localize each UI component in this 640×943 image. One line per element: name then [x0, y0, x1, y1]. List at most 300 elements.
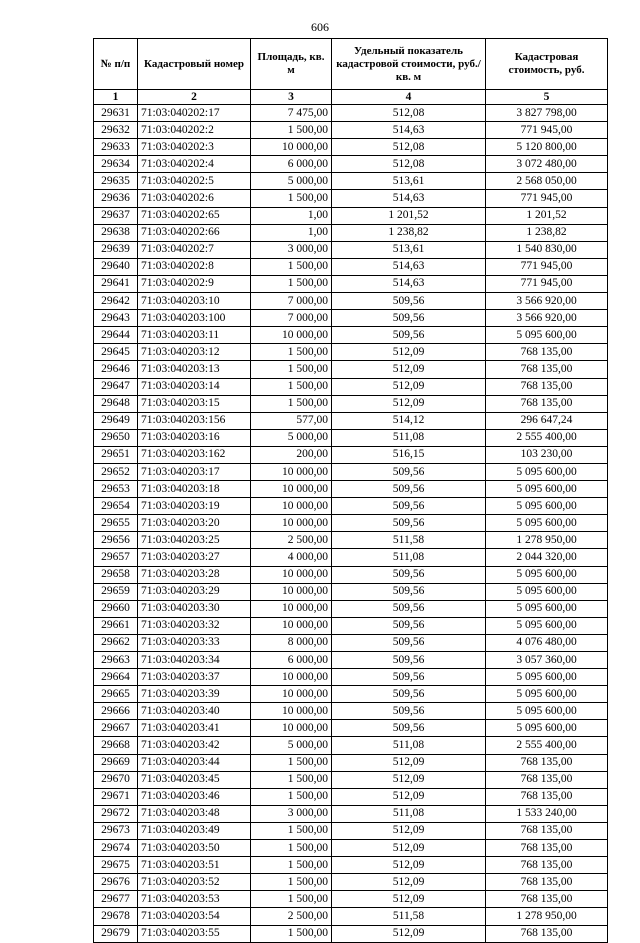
area-cell: 2 500,00	[251, 532, 332, 549]
table-row	[94, 241, 608, 258]
cadastral-value-cell: 4 076 480,00	[486, 634, 608, 651]
specific-value-cell: 509,56	[332, 600, 486, 617]
cadastral-value-cell: 768 135,00	[486, 874, 608, 891]
area-cell: 10 000,00	[251, 720, 332, 737]
area-cell: 1 500,00	[251, 891, 332, 908]
specific-value-cell: 514,12	[332, 412, 486, 429]
table-row	[94, 600, 608, 617]
specific-value-cell: 509,56	[332, 498, 486, 515]
cadastral-value-cell: 771 945,00	[486, 122, 608, 139]
cadastral-value-cell: 768 135,00	[486, 754, 608, 771]
cadastral-value-cell: 768 135,00	[486, 361, 608, 378]
cadastral-number-cell: 71:03:040203:40	[138, 703, 251, 720]
cadastral-number-cell: 71:03:040203:52	[138, 874, 251, 891]
table-row	[94, 395, 608, 412]
cadastral-value-cell: 5 095 600,00	[486, 686, 608, 703]
cadastral-value-cell: 2 044 320,00	[486, 549, 608, 566]
row-number-cell: 29638	[94, 224, 138, 241]
table-row	[94, 925, 608, 942]
cadastral-number-cell: 71:03:040202:5	[138, 173, 251, 190]
cadastral-number-cell: 71:03:040203:32	[138, 617, 251, 634]
area-cell: 8 000,00	[251, 634, 332, 651]
table-row	[94, 583, 608, 600]
cadastral-number-cell: 71:03:040203:34	[138, 652, 251, 669]
table-row	[94, 293, 608, 310]
row-number-cell: 29676	[94, 874, 138, 891]
table-row	[94, 378, 608, 395]
specific-value-cell: 512,09	[332, 857, 486, 874]
table-row	[94, 207, 608, 224]
specific-value-cell: 509,56	[332, 634, 486, 651]
specific-value-cell: 511,58	[332, 908, 486, 925]
cadastral-value-cell: 771 945,00	[486, 258, 608, 275]
table-row	[94, 105, 608, 122]
table-row	[94, 891, 608, 908]
column-number: 4	[332, 90, 486, 105]
cadastral-value-cell: 768 135,00	[486, 840, 608, 857]
row-number-cell: 29671	[94, 788, 138, 805]
table-body	[94, 105, 608, 943]
cadastral-number-cell: 71:03:040203:37	[138, 669, 251, 686]
cadastral-number-cell: 71:03:040203:50	[138, 840, 251, 857]
table-row	[94, 908, 608, 925]
row-number-cell: 29679	[94, 925, 138, 942]
specific-value-cell: 512,09	[332, 840, 486, 857]
cadastral-value-cell: 5 095 600,00	[486, 481, 608, 498]
specific-value-cell: 509,56	[332, 310, 486, 327]
row-number-cell: 29675	[94, 857, 138, 874]
table-row	[94, 617, 608, 634]
cadastral-value-cell: 5 095 600,00	[486, 498, 608, 515]
row-number-cell: 29643	[94, 310, 138, 327]
specific-value-cell: 509,56	[332, 703, 486, 720]
table-row	[94, 566, 608, 583]
specific-value-cell: 509,56	[332, 583, 486, 600]
specific-value-cell: 512,09	[332, 874, 486, 891]
header-cadastral-number: Кадастровый номер	[138, 39, 251, 90]
area-cell: 1 500,00	[251, 840, 332, 857]
cadastral-number-cell: 71:03:040203:11	[138, 327, 251, 344]
cadastral-value-cell: 1 238,82	[486, 224, 608, 241]
cadastral-number-cell: 71:03:040203:39	[138, 686, 251, 703]
cadastral-number-cell: 71:03:040202:8	[138, 258, 251, 275]
area-cell: 10 000,00	[251, 566, 332, 583]
table-row	[94, 429, 608, 446]
area-cell: 1 500,00	[251, 122, 332, 139]
row-number-cell: 29652	[94, 463, 138, 480]
cadastral-number-cell: 71:03:040203:19	[138, 498, 251, 515]
specific-value-cell: 514,63	[332, 122, 486, 139]
cadastral-number-cell: 71:03:040203:53	[138, 891, 251, 908]
area-cell: 1 500,00	[251, 874, 332, 891]
area-cell: 10 000,00	[251, 600, 332, 617]
cadastral-number-cell: 71:03:040203:48	[138, 805, 251, 822]
cadastral-number-cell: 71:03:040203:25	[138, 532, 251, 549]
area-cell: 10 000,00	[251, 327, 332, 344]
row-number-cell: 29656	[94, 532, 138, 549]
column-number: 3	[251, 90, 332, 105]
header-cadastral-value: Кадастровая стоимость, руб.	[486, 39, 608, 90]
cadastral-value-cell: 3 072 480,00	[486, 156, 608, 173]
area-cell: 10 000,00	[251, 481, 332, 498]
specific-value-cell: 513,61	[332, 241, 486, 258]
specific-value-cell: 513,61	[332, 173, 486, 190]
cadastral-number-cell: 71:03:040203:17	[138, 463, 251, 480]
row-number-cell: 29668	[94, 737, 138, 754]
specific-value-cell: 509,56	[332, 293, 486, 310]
cadastral-number-cell: 71:03:040203:20	[138, 515, 251, 532]
cadastral-value-cell: 5 095 600,00	[486, 617, 608, 634]
area-cell: 1 500,00	[251, 822, 332, 839]
row-number-cell: 29674	[94, 840, 138, 857]
cadastral-number-cell: 71:03:040202:65	[138, 207, 251, 224]
specific-value-cell: 511,08	[332, 805, 486, 822]
specific-value-cell: 512,09	[332, 891, 486, 908]
cadastral-value-cell: 5 095 600,00	[486, 583, 608, 600]
area-cell: 7 475,00	[251, 105, 332, 122]
row-number-cell: 29677	[94, 891, 138, 908]
specific-value-cell: 512,08	[332, 156, 486, 173]
table-row	[94, 669, 608, 686]
table-row	[94, 446, 608, 463]
area-cell: 1 500,00	[251, 344, 332, 361]
cadastral-number-cell: 71:03:040202:4	[138, 156, 251, 173]
cadastral-value-cell: 5 095 600,00	[486, 566, 608, 583]
cadastral-value-cell: 1 533 240,00	[486, 805, 608, 822]
area-cell: 200,00	[251, 446, 332, 463]
area-cell: 10 000,00	[251, 583, 332, 600]
row-number-cell: 29634	[94, 156, 138, 173]
area-cell: 1 500,00	[251, 275, 332, 292]
cadastral-value-cell: 2 568 050,00	[486, 173, 608, 190]
cadastral-value-cell: 103 230,00	[486, 446, 608, 463]
area-cell: 4 000,00	[251, 549, 332, 566]
area-cell: 10 000,00	[251, 515, 332, 532]
table-row	[94, 498, 608, 515]
area-cell: 6 000,00	[251, 652, 332, 669]
row-number-cell: 29650	[94, 429, 138, 446]
area-cell: 7 000,00	[251, 293, 332, 310]
row-number-cell: 29651	[94, 446, 138, 463]
row-number-cell: 29637	[94, 207, 138, 224]
area-cell: 1 500,00	[251, 395, 332, 412]
specific-value-cell: 511,08	[332, 737, 486, 754]
cadastral-number-cell: 71:03:040203:55	[138, 925, 251, 942]
row-number-cell: 29644	[94, 327, 138, 344]
row-number-cell: 29647	[94, 378, 138, 395]
area-cell: 5 000,00	[251, 429, 332, 446]
area-cell: 10 000,00	[251, 686, 332, 703]
area-cell: 1 500,00	[251, 788, 332, 805]
cadastral-number-cell: 71:03:040203:30	[138, 600, 251, 617]
specific-value-cell: 512,09	[332, 771, 486, 788]
specific-value-cell: 509,56	[332, 669, 486, 686]
row-number-cell: 29666	[94, 703, 138, 720]
table-row	[94, 788, 608, 805]
row-number-cell: 29645	[94, 344, 138, 361]
row-number-cell: 29664	[94, 669, 138, 686]
cadastral-value-cell: 768 135,00	[486, 771, 608, 788]
row-number-cell: 29673	[94, 822, 138, 839]
cadastral-number-cell: 71:03:040203:16	[138, 429, 251, 446]
table-row	[94, 805, 608, 822]
specific-value-cell: 514,63	[332, 190, 486, 207]
row-number-cell: 29661	[94, 617, 138, 634]
row-number-cell: 29648	[94, 395, 138, 412]
cadastral-number-cell: 71:03:040202:3	[138, 139, 251, 156]
row-number-cell: 29649	[94, 412, 138, 429]
cadastral-number-cell: 71:03:040203:28	[138, 566, 251, 583]
cadastral-value-cell: 1 278 950,00	[486, 908, 608, 925]
row-number-cell: 29663	[94, 652, 138, 669]
cadastral-number-cell: 71:03:040203:18	[138, 481, 251, 498]
cadastral-number-cell: 71:03:040202:66	[138, 224, 251, 241]
row-number-cell: 29633	[94, 139, 138, 156]
cadastral-number-cell: 71:03:040203:29	[138, 583, 251, 600]
area-cell: 1 500,00	[251, 857, 332, 874]
cadastral-number-cell: 71:03:040203:13	[138, 361, 251, 378]
column-number-row	[94, 90, 608, 105]
cadastral-value-cell: 5 095 600,00	[486, 703, 608, 720]
cadastral-number-cell: 71:03:040203:12	[138, 344, 251, 361]
cadastral-value-cell: 768 135,00	[486, 925, 608, 942]
specific-value-cell: 514,63	[332, 258, 486, 275]
table-row	[94, 310, 608, 327]
header-area: Площадь, кв. м	[251, 39, 332, 90]
table-row	[94, 327, 608, 344]
specific-value-cell: 511,08	[332, 549, 486, 566]
table-row	[94, 275, 608, 292]
cadastral-value-cell: 768 135,00	[486, 891, 608, 908]
cadastral-number-cell: 71:03:040202:17	[138, 105, 251, 122]
row-number-cell: 29654	[94, 498, 138, 515]
table-row	[94, 173, 608, 190]
specific-value-cell: 514,63	[332, 275, 486, 292]
specific-value-cell: 512,09	[332, 344, 486, 361]
cadastral-value-cell: 768 135,00	[486, 822, 608, 839]
row-number-cell: 29670	[94, 771, 138, 788]
cadastral-number-cell: 71:03:040202:9	[138, 275, 251, 292]
cadastral-value-cell: 768 135,00	[486, 788, 608, 805]
area-cell: 10 000,00	[251, 703, 332, 720]
specific-value-cell: 512,09	[332, 822, 486, 839]
table-row	[94, 190, 608, 207]
cadastral-number-cell: 71:03:040203:42	[138, 737, 251, 754]
cadastral-value-cell: 2 555 400,00	[486, 429, 608, 446]
table-row	[94, 156, 608, 173]
area-cell: 1 500,00	[251, 925, 332, 942]
column-number: 1	[94, 90, 138, 105]
cadastral-value-cell: 5 095 600,00	[486, 600, 608, 617]
area-cell: 6 000,00	[251, 156, 332, 173]
cadastral-value-cell: 1 540 830,00	[486, 241, 608, 258]
specific-value-cell: 509,56	[332, 515, 486, 532]
header-row-number: № п/п	[94, 39, 138, 90]
table-row	[94, 703, 608, 720]
specific-value-cell: 1 201,52	[332, 207, 486, 224]
row-number-cell: 29655	[94, 515, 138, 532]
cadastral-value-cell: 2 555 400,00	[486, 737, 608, 754]
row-number-cell: 29657	[94, 549, 138, 566]
cadastral-number-cell: 71:03:040203:15	[138, 395, 251, 412]
row-number-cell: 29672	[94, 805, 138, 822]
table-row	[94, 532, 608, 549]
cadastral-number-cell: 71:03:040202:2	[138, 122, 251, 139]
specific-value-cell: 512,09	[332, 754, 486, 771]
area-cell: 10 000,00	[251, 498, 332, 515]
row-number-cell: 29641	[94, 275, 138, 292]
cadastral-value-cell: 771 945,00	[486, 275, 608, 292]
cadastral-value-cell: 296 647,24	[486, 412, 608, 429]
area-cell: 1 500,00	[251, 258, 332, 275]
cadastral-value-cell: 3 566 920,00	[486, 293, 608, 310]
cadastral-value-cell: 5 095 600,00	[486, 515, 608, 532]
cadastral-number-cell: 71:03:040203:27	[138, 549, 251, 566]
table-row	[94, 258, 608, 275]
specific-value-cell: 512,09	[332, 925, 486, 942]
row-number-cell: 29660	[94, 600, 138, 617]
cadastral-number-cell: 71:03:040203:14	[138, 378, 251, 395]
cadastral-number-cell: 71:03:040203:10	[138, 293, 251, 310]
cadastral-number-cell: 71:03:040203:54	[138, 908, 251, 925]
cadastral-number-cell: 71:03:040202:7	[138, 241, 251, 258]
table-row	[94, 515, 608, 532]
area-cell: 1 500,00	[251, 361, 332, 378]
cadastral-value-cell: 5 095 600,00	[486, 463, 608, 480]
table-row	[94, 361, 608, 378]
cadastral-number-cell: 71:03:040203:33	[138, 634, 251, 651]
cadastral-number-cell: 71:03:040203:44	[138, 754, 251, 771]
row-number-cell: 29653	[94, 481, 138, 498]
area-cell: 1,00	[251, 224, 332, 241]
specific-value-cell: 512,09	[332, 378, 486, 395]
specific-value-cell: 509,56	[332, 720, 486, 737]
area-cell: 10 000,00	[251, 669, 332, 686]
specific-value-cell: 512,09	[332, 788, 486, 805]
cadastral-value-cell: 5 095 600,00	[486, 669, 608, 686]
table-row	[94, 737, 608, 754]
table-row	[94, 720, 608, 737]
page-number: 606	[311, 20, 329, 34]
row-number-cell: 29639	[94, 241, 138, 258]
cadastral-value-cell: 771 945,00	[486, 190, 608, 207]
row-number-cell: 29678	[94, 908, 138, 925]
cadastral-value-table	[93, 38, 608, 943]
column-number: 2	[138, 90, 251, 105]
cadastral-value-cell: 768 135,00	[486, 378, 608, 395]
cadastral-number-cell: 71:03:040203:162	[138, 446, 251, 463]
cadastral-value-cell: 3 827 798,00	[486, 105, 608, 122]
specific-value-cell: 509,56	[332, 481, 486, 498]
cadastral-number-cell: 71:03:040203:41	[138, 720, 251, 737]
area-cell: 10 000,00	[251, 463, 332, 480]
table-row	[94, 463, 608, 480]
table-row	[94, 224, 608, 241]
area-cell: 577,00	[251, 412, 332, 429]
specific-value-cell: 512,08	[332, 105, 486, 122]
cadastral-value-cell: 768 135,00	[486, 857, 608, 874]
column-number: 5	[486, 90, 608, 105]
area-cell: 2 500,00	[251, 908, 332, 925]
table-row	[94, 822, 608, 839]
area-cell: 7 000,00	[251, 310, 332, 327]
row-number-cell: 29667	[94, 720, 138, 737]
area-cell: 5 000,00	[251, 737, 332, 754]
table-row	[94, 771, 608, 788]
row-number-cell: 29632	[94, 122, 138, 139]
cadastral-value-cell: 3 057 360,00	[486, 652, 608, 669]
cadastral-number-cell: 71:03:040202:6	[138, 190, 251, 207]
row-number-cell: 29642	[94, 293, 138, 310]
row-number-cell: 29635	[94, 173, 138, 190]
cadastral-number-cell: 71:03:040203:45	[138, 771, 251, 788]
table-row	[94, 412, 608, 429]
row-number-cell: 29669	[94, 754, 138, 771]
table-row	[94, 857, 608, 874]
cadastral-value-cell: 5 120 800,00	[486, 139, 608, 156]
specific-value-cell: 516,15	[332, 446, 486, 463]
area-cell: 1 500,00	[251, 771, 332, 788]
specific-value-cell: 512,09	[332, 395, 486, 412]
cadastral-number-cell: 71:03:040203:46	[138, 788, 251, 805]
specific-value-cell: 509,56	[332, 617, 486, 634]
cadastral-value-cell: 5 095 600,00	[486, 720, 608, 737]
cadastral-value-cell: 3 566 920,00	[486, 310, 608, 327]
header-specific-value: Удельный показатель кадастровой стоимости, руб./кв. м	[332, 39, 486, 90]
specific-value-cell: 512,09	[332, 361, 486, 378]
table-row	[94, 874, 608, 891]
row-number-cell: 29636	[94, 190, 138, 207]
specific-value-cell: 512,08	[332, 139, 486, 156]
table-row	[94, 840, 608, 857]
cadastral-value-cell: 1 201,52	[486, 207, 608, 224]
row-number-cell: 29640	[94, 258, 138, 275]
row-number-cell: 29646	[94, 361, 138, 378]
table-row	[94, 139, 608, 156]
specific-value-cell: 511,08	[332, 429, 486, 446]
area-cell: 1 500,00	[251, 754, 332, 771]
row-number-cell: 29631	[94, 105, 138, 122]
row-number-cell: 29662	[94, 634, 138, 651]
specific-value-cell: 1 238,82	[332, 224, 486, 241]
cadastral-value-cell: 1 278 950,00	[486, 532, 608, 549]
cadastral-value-cell: 768 135,00	[486, 395, 608, 412]
cadastral-number-cell: 71:03:040203:156	[138, 412, 251, 429]
table-row	[94, 344, 608, 361]
cadastral-number-cell: 71:03:040203:100	[138, 310, 251, 327]
area-cell: 10 000,00	[251, 617, 332, 634]
area-cell: 3 000,00	[251, 241, 332, 258]
area-cell: 1 500,00	[251, 190, 332, 207]
header-row	[94, 39, 608, 90]
area-cell: 10 000,00	[251, 139, 332, 156]
specific-value-cell: 509,56	[332, 652, 486, 669]
table-row	[94, 481, 608, 498]
table-row	[94, 122, 608, 139]
cadastral-value-cell: 768 135,00	[486, 344, 608, 361]
cadastral-number-cell: 71:03:040203:51	[138, 857, 251, 874]
specific-value-cell: 509,56	[332, 463, 486, 480]
row-number-cell: 29665	[94, 686, 138, 703]
row-number-cell: 29659	[94, 583, 138, 600]
specific-value-cell: 509,56	[332, 686, 486, 703]
table-row	[94, 754, 608, 771]
table-row	[94, 652, 608, 669]
area-cell: 5 000,00	[251, 173, 332, 190]
specific-value-cell: 511,58	[332, 532, 486, 549]
table-row	[94, 634, 608, 651]
table-row	[94, 549, 608, 566]
